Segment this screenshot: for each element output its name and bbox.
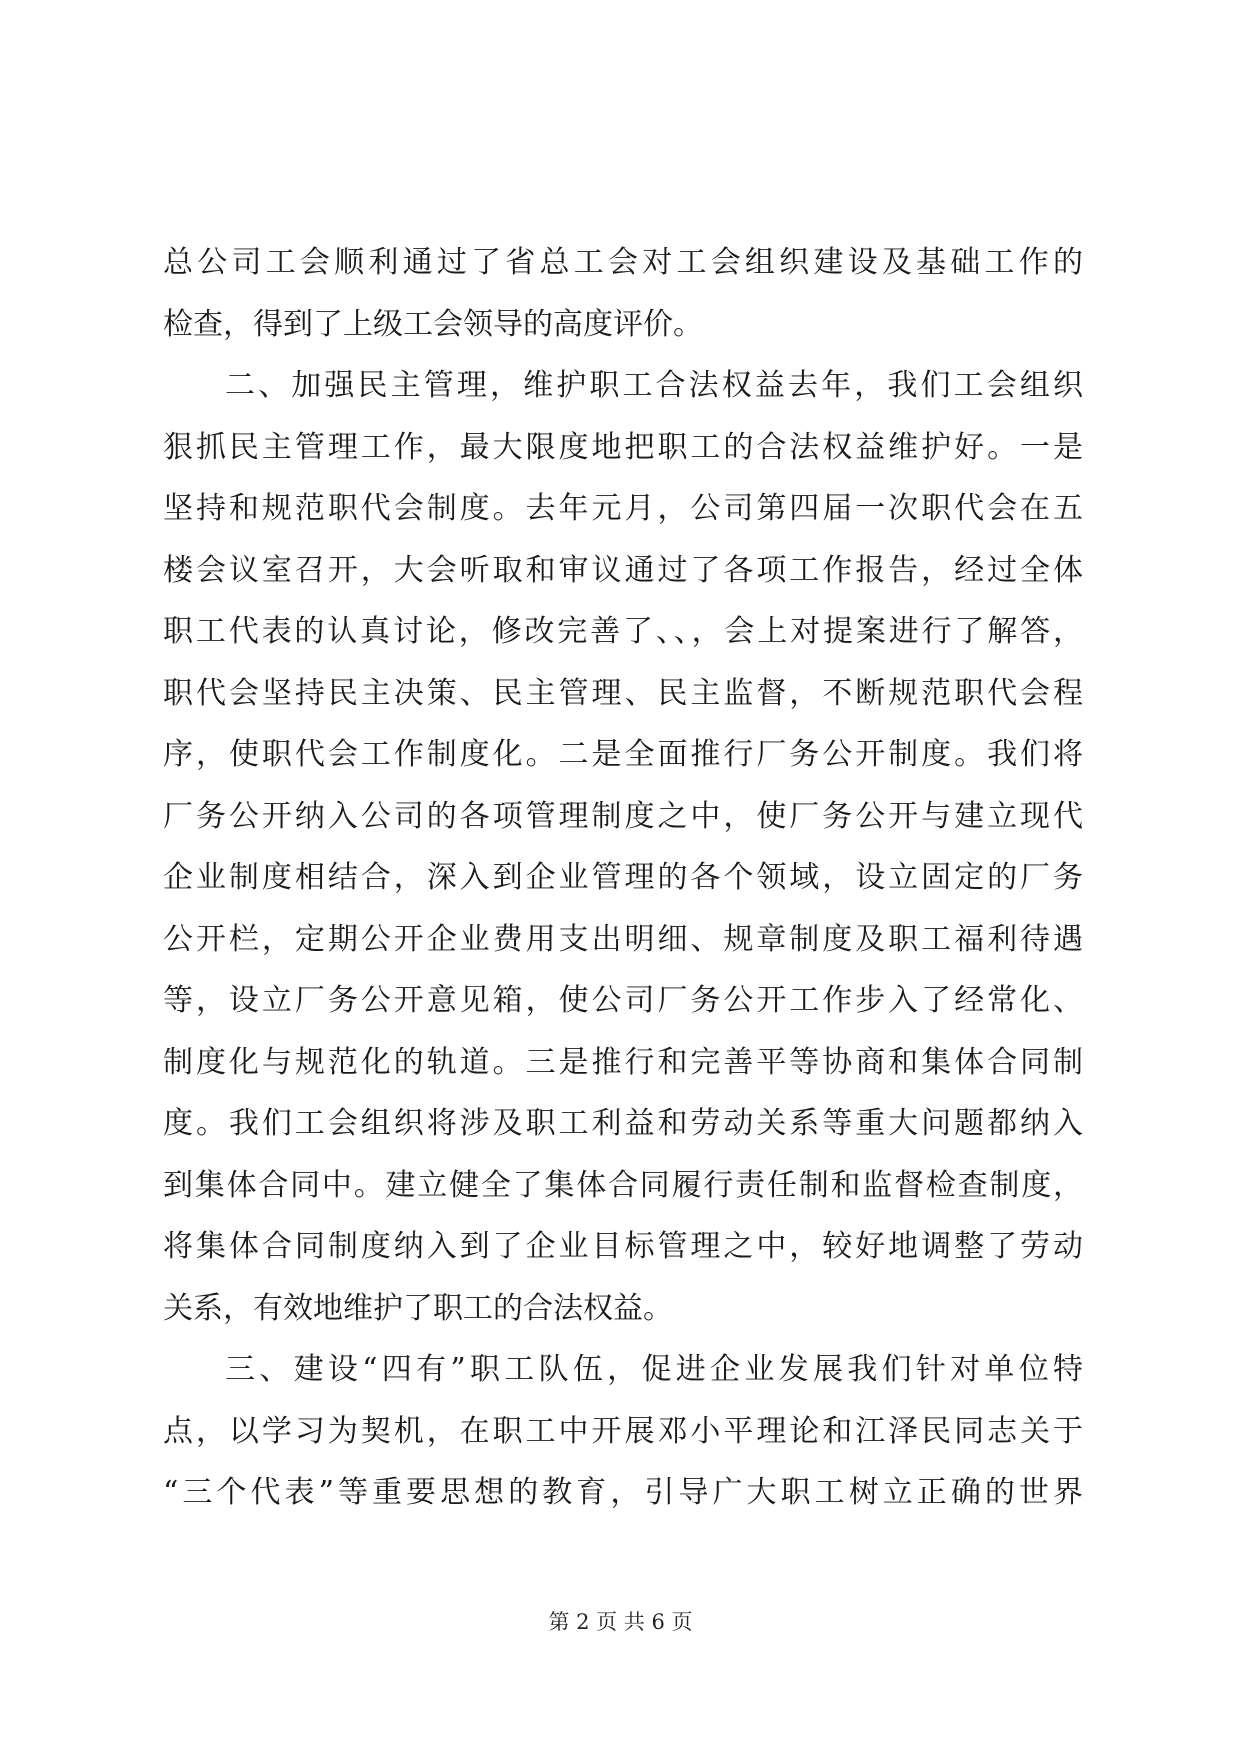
page-footer: 第 2 页 共 6 页 xyxy=(548,1610,693,1634)
text-line: 关系，有效地维护了职工的合法权益。 xyxy=(163,1290,673,1326)
text-line: 等，设立厂务公开意见箱，使公司厂务公开工作步入了经常化、 xyxy=(163,983,1083,1018)
text-line: 点，以学习为契机，在职工中开展邓小平理论和江泽民同志关于 xyxy=(163,1413,1083,1449)
document-body xyxy=(163,232,1083,1524)
text-line: 制度化与规范化的轨道。三是推行和完善平等协商和集体合同制 xyxy=(163,1044,1083,1080)
text-line: 企业制度相结合，深入到企业管理的各个领域，设立固定的厂务 xyxy=(163,860,1083,895)
text-line: 狠抓民主管理工作，最大限度地把职工的合法权益维护好。一是 xyxy=(163,429,1083,465)
text-line: 二、加强民主管理，维护职工合法权益去年，我们工会组织 xyxy=(225,368,1083,403)
text-line: 将集体合同制度纳入到了企业目标管理之中，较好地调整了劳动 xyxy=(163,1229,1083,1264)
text-line: 楼会议室召开，大会听取和审议通过了各项工作报告，经过全体 xyxy=(163,552,1083,588)
text-line: 检查，得到了上级工会领导的高度评价。 xyxy=(163,306,703,342)
text-line: 厂务公开纳入公司的各项管理制度之中，使厂务公开与建立现代 xyxy=(163,798,1083,834)
text-line: 总公司工会顺利通过了省总工会对工会组织建设及基础工作的 xyxy=(163,245,1083,280)
text-line: 序，使职代会工作制度化。二是全面推行厂务公开制度。我们将 xyxy=(163,737,1083,772)
text-line: “三个代表”等重要思想的教育，引导广大职工树立正确的世界 xyxy=(163,1475,1083,1510)
text-line: 职工代表的认真讨论，修改完善了、、，会上对提案进行了解答， xyxy=(163,614,1083,649)
text-line: 公开栏，定期公开企业费用支出明细、规章制度及职工福利待遇 xyxy=(163,921,1083,957)
text-line: 度。我们工会组织将涉及职工利益和劳动关系等重大问题都纳入 xyxy=(163,1106,1083,1141)
text-line: 坚持和规范职代会制度。去年元月，公司第四届一次职代会在五 xyxy=(163,491,1083,526)
text-line: 三、建设“四有”职工队伍，促进企业发展我们针对单位特 xyxy=(225,1352,1083,1387)
text-line: 职代会坚持民主决策、民主管理、民主监督，不断规范职代会程 xyxy=(163,675,1083,711)
text-line: 到集体合同中。建立健全了集体合同履行责任制和监督检查制度， xyxy=(163,1167,1083,1203)
